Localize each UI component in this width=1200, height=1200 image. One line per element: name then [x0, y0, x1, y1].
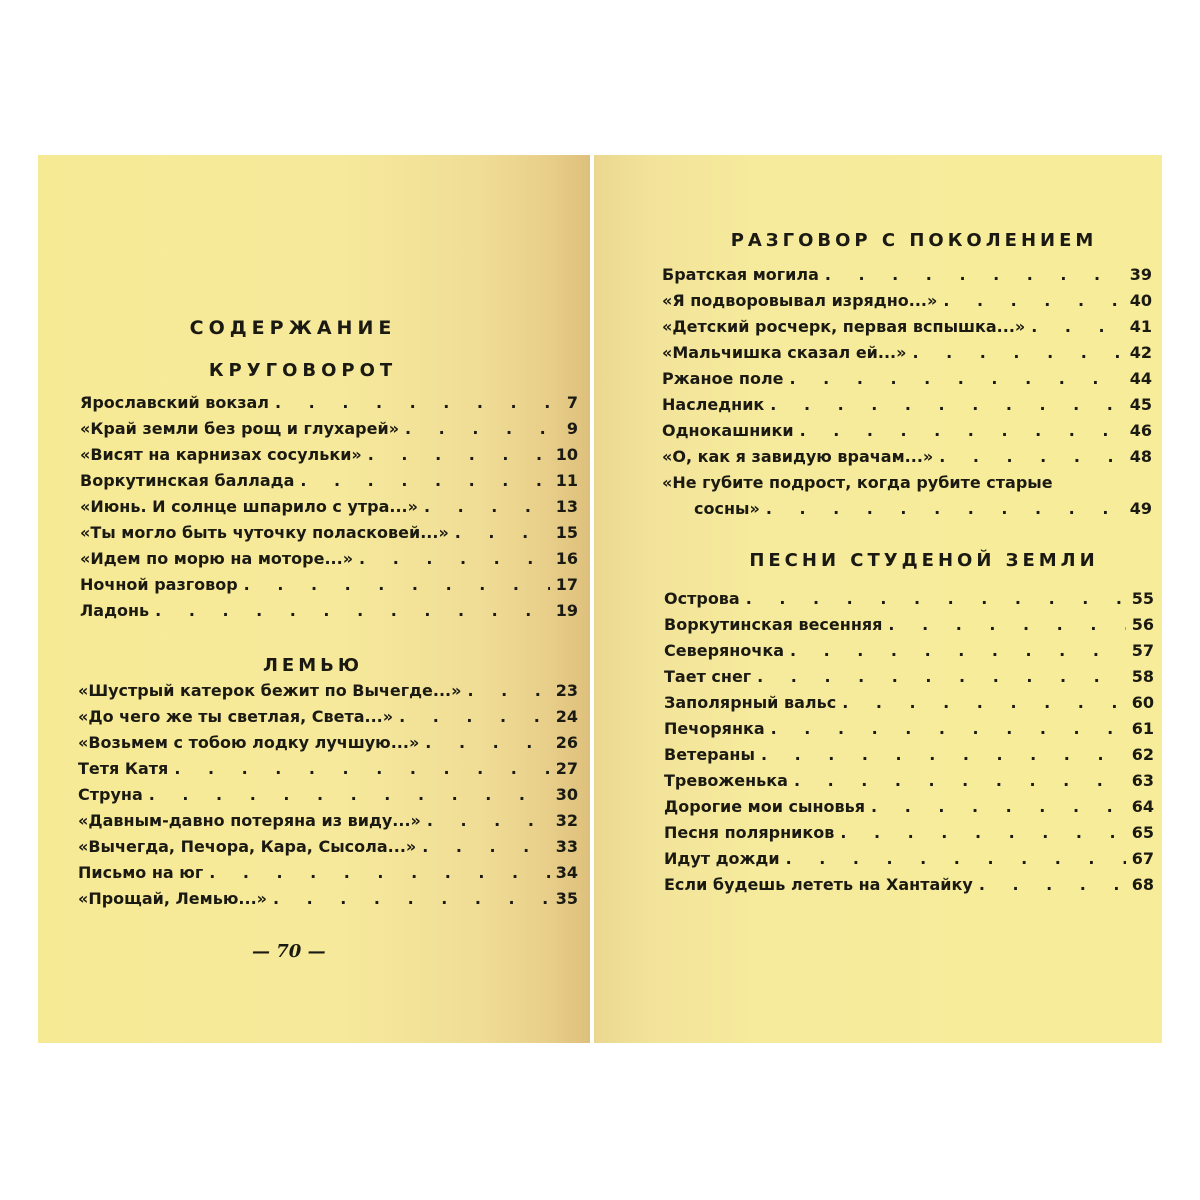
toc-entry-page: 46 [1129, 421, 1152, 440]
toc-leader-dots [174, 759, 549, 779]
toc-entry-title: Печорянка [664, 719, 765, 738]
toc-entry[interactable] [80, 543, 578, 569]
toc-entry-page: 35 [555, 889, 578, 908]
toc-entry-page: 44 [1129, 369, 1152, 388]
toc-entry-title: Струна [78, 785, 143, 804]
toc-entry[interactable] [78, 857, 578, 883]
toc-leader-dots [825, 265, 1124, 285]
toc-leader-dots [359, 549, 550, 569]
toc-leader-dots [766, 499, 1124, 519]
toc-leader-dots [794, 771, 1126, 791]
toc-entry-page: 64 [1131, 797, 1154, 816]
toc-leader-dots [467, 681, 549, 701]
toc-entry-title: Северяночка [664, 641, 784, 660]
toc-entry-title: «Возьмем с тобою лодку лучшую...» [78, 733, 420, 752]
toc-entry-page: 61 [1131, 719, 1154, 738]
toc-entry-title: «Июнь. И солнце шпарило с утра...» [80, 497, 418, 516]
toc-entry-title: «Идем по морю на моторе...» [80, 549, 354, 568]
toc-entry[interactable] [664, 609, 1154, 635]
toc-entry-title: Тетя Катя [78, 759, 169, 778]
toc-entry[interactable] [664, 635, 1154, 661]
toc-leader-dots [761, 745, 1126, 765]
toc-entry-title: «Край земли без рощ и глухарей» [80, 419, 400, 438]
toc-entry-page: 58 [1131, 667, 1154, 686]
toc-entry-page: 65 [1131, 823, 1154, 842]
toc-entry[interactable] [662, 311, 1152, 337]
toc-leader-dots [746, 589, 1126, 609]
toc-leader-dots [800, 421, 1124, 441]
toc-entry-page: 16 [555, 549, 578, 568]
toc-entry[interactable] [78, 675, 578, 701]
toc-entry-title: Песня полярников [664, 823, 835, 842]
toc-entry[interactable] [78, 805, 578, 831]
toc-entry-title: Дорогие мои сыновья [664, 797, 866, 816]
toc-entry-title: Воркутинская баллада [80, 471, 295, 490]
toc-entry-page: 23 [555, 681, 578, 700]
toc-entry[interactable] [80, 387, 578, 413]
toc-entry-title: «Я подворовывал изрядно...» [662, 291, 938, 310]
toc-entry[interactable] [78, 831, 578, 857]
toc-entry[interactable] [662, 389, 1152, 415]
toc-entry[interactable] [78, 779, 578, 805]
toc-leader-dots [149, 785, 550, 805]
toc-leader-dots [871, 797, 1126, 817]
toc-leader-dots [979, 875, 1126, 895]
toc-entry-title: Тает снег [664, 667, 752, 686]
toc-entry-title-line1: «Не губите подрост, когда рубите старые [662, 473, 1053, 492]
toc-entry-page: 10 [555, 445, 578, 464]
toc-leader-dots [939, 447, 1124, 467]
toc-entry-page: 49 [1129, 499, 1152, 518]
toc-entry-title: «Прощай, Лемью...» [78, 889, 267, 908]
toc-entry-title: «До чего же ты светлая, Света...» [78, 707, 394, 726]
toc-entry-title: Ладонь [80, 601, 150, 620]
toc-entry[interactable] [78, 727, 578, 753]
toc-entry-page: 48 [1129, 447, 1152, 466]
toc-entry-wrapped[interactable] [662, 467, 1152, 519]
toc-entry[interactable] [662, 441, 1152, 467]
contents-title: СОДЕРЖАНИЕ [189, 317, 397, 339]
toc-entry-page: 7 [566, 393, 578, 412]
toc-entry[interactable] [664, 765, 1154, 791]
toc-entry-page: 33 [555, 837, 578, 856]
toc-leader-dots [888, 615, 1125, 635]
toc-entry[interactable] [80, 439, 578, 465]
right-page [594, 155, 1162, 1043]
toc-entry-page: 57 [1131, 641, 1154, 660]
toc-entry[interactable] [664, 843, 1154, 869]
toc-entry[interactable] [664, 713, 1154, 739]
toc-entry-page: 56 [1131, 615, 1154, 634]
toc-entry-page: 27 [555, 759, 578, 778]
toc-entry-title: Ветераны [664, 745, 755, 764]
toc-entry-title: «Шустрый катерок бежит по Вычегде...» [78, 681, 462, 700]
section-heading-lemyu: ЛЕМЬЮ [262, 655, 363, 676]
toc-entry[interactable] [80, 569, 578, 595]
toc-list-razgovor [662, 259, 1152, 519]
toc-entry-title: «Ты могло быть чуточку поласковей...» [80, 523, 449, 542]
toc-entry-title: Воркутинская весенняя [664, 615, 883, 634]
toc-entry-page: 41 [1129, 317, 1152, 336]
toc-entry-page: 30 [555, 785, 578, 804]
toc-leader-dots [943, 291, 1123, 311]
book-spread [38, 155, 1162, 1043]
toc-entry-title: Если будешь лететь на Хантайку [664, 875, 973, 894]
toc-leader-dots [244, 575, 550, 595]
toc-leader-dots [427, 811, 550, 831]
toc-leader-dots [455, 523, 550, 543]
toc-entry[interactable] [662, 337, 1152, 363]
toc-entry-page: 17 [555, 575, 578, 594]
toc-entry-page: 34 [555, 863, 578, 882]
toc-leader-dots [770, 395, 1123, 415]
toc-entry-page: 9 [566, 419, 578, 438]
toc-entry[interactable] [664, 583, 1154, 609]
toc-leader-dots [840, 823, 1125, 843]
toc-leader-dots [422, 837, 550, 857]
toc-entry[interactable] [80, 595, 578, 621]
toc-entry-title: Идут дожди [664, 849, 780, 868]
toc-entry-page: 32 [555, 811, 578, 830]
toc-entry[interactable] [664, 817, 1154, 843]
toc-entry-page: 68 [1131, 875, 1154, 894]
toc-entry[interactable] [80, 465, 578, 491]
toc-entry-page: 45 [1129, 395, 1152, 414]
toc-leader-dots [368, 445, 550, 465]
toc-entry[interactable] [664, 791, 1154, 817]
section-heading-razgovor: РАЗГОВОР С ПОКОЛЕНИЕМ [730, 230, 1098, 251]
toc-entry[interactable] [664, 739, 1154, 765]
toc-entry[interactable] [80, 517, 578, 543]
toc-leader-dots [300, 471, 549, 491]
toc-leader-dots [425, 733, 549, 753]
toc-entry-title: Братская могила [662, 265, 819, 284]
toc-entry[interactable] [80, 491, 578, 517]
toc-leader-dots [842, 693, 1126, 713]
toc-leader-dots [155, 601, 550, 621]
toc-entry-title-line2: сосны» [694, 499, 760, 518]
toc-entry-page: 39 [1129, 265, 1152, 284]
toc-leader-dots [405, 419, 550, 439]
toc-entry[interactable] [664, 869, 1154, 895]
toc-entry-title: Тревоженька [664, 771, 788, 790]
toc-list-pesni [664, 583, 1154, 895]
toc-entry-title: «Давным-давно потеряна из виду...» [78, 811, 421, 830]
toc-entry-page: 24 [555, 707, 578, 726]
toc-entry-page: 55 [1131, 589, 1154, 608]
toc-leader-dots [757, 667, 1126, 687]
toc-entry-title: «Мальчишка сказал ей...» [662, 343, 907, 362]
toc-entry-title: «Висят на карнизах сосульки» [80, 445, 362, 464]
toc-leader-dots [424, 497, 550, 517]
toc-entry-page: 19 [555, 601, 578, 620]
toc-entry-title: «Вычегда, Печора, Кара, Сысола...» [78, 837, 417, 856]
toc-list-lemyu [78, 675, 578, 909]
toc-leader-dots [209, 863, 550, 883]
toc-entry-title: «О, как я завидую врачам...» [662, 447, 934, 466]
toc-entry[interactable] [662, 415, 1152, 441]
toc-entry-title: Заполярный вальс [664, 693, 837, 712]
left-page [38, 155, 590, 1043]
toc-entry-title: «Детский росчерк, первая вспышка...» [662, 317, 1026, 336]
toc-entry[interactable] [78, 753, 578, 779]
toc-entry-title: Однокашники [662, 421, 794, 440]
toc-leader-dots [790, 369, 1124, 389]
toc-entry-title: Ночной разговор [80, 575, 238, 594]
toc-entry-page: 13 [555, 497, 578, 516]
page-number-folio: — 70 — [252, 941, 326, 962]
toc-entry-page: 40 [1129, 291, 1152, 310]
toc-leader-dots [786, 849, 1126, 869]
toc-leader-dots [273, 889, 550, 909]
toc-entry[interactable] [78, 701, 578, 727]
toc-entry-page: 62 [1131, 745, 1154, 764]
toc-entry[interactable] [662, 285, 1152, 311]
toc-list-krugovorot [80, 387, 578, 621]
toc-entry-page: 26 [555, 733, 578, 752]
toc-entry[interactable] [78, 883, 578, 909]
toc-entry-title: Ржаное поле [662, 369, 784, 388]
toc-entry-page: 67 [1131, 849, 1154, 868]
toc-leader-dots [790, 641, 1126, 661]
toc-entry[interactable] [662, 259, 1152, 285]
toc-leader-dots [771, 719, 1126, 739]
toc-leader-dots [912, 343, 1123, 363]
toc-entry[interactable] [662, 363, 1152, 389]
toc-entry-page: 63 [1131, 771, 1154, 790]
toc-entry-page: 11 [555, 471, 578, 490]
toc-leader-dots [275, 393, 550, 413]
section-heading-pesni: ПЕСНИ СТУДЕНОЙ ЗЕМЛИ [749, 550, 1099, 571]
section-heading-krugovorot: КРУГОВОРОТ [208, 360, 398, 381]
toc-entry-title: Наследник [662, 395, 765, 414]
toc-entry[interactable] [80, 413, 578, 439]
toc-entry-page: 60 [1131, 693, 1154, 712]
toc-entry-page: 15 [555, 523, 578, 542]
toc-entry-title: Ярославский вокзал [80, 393, 270, 412]
toc-leader-dots [399, 707, 550, 727]
toc-entry-title: Письмо на юг [78, 863, 204, 882]
toc-entry[interactable] [664, 661, 1154, 687]
toc-entry-page: 42 [1129, 343, 1152, 362]
toc-leader-dots [1031, 317, 1123, 337]
toc-entry-title: Острова [664, 589, 740, 608]
toc-entry[interactable] [664, 687, 1154, 713]
